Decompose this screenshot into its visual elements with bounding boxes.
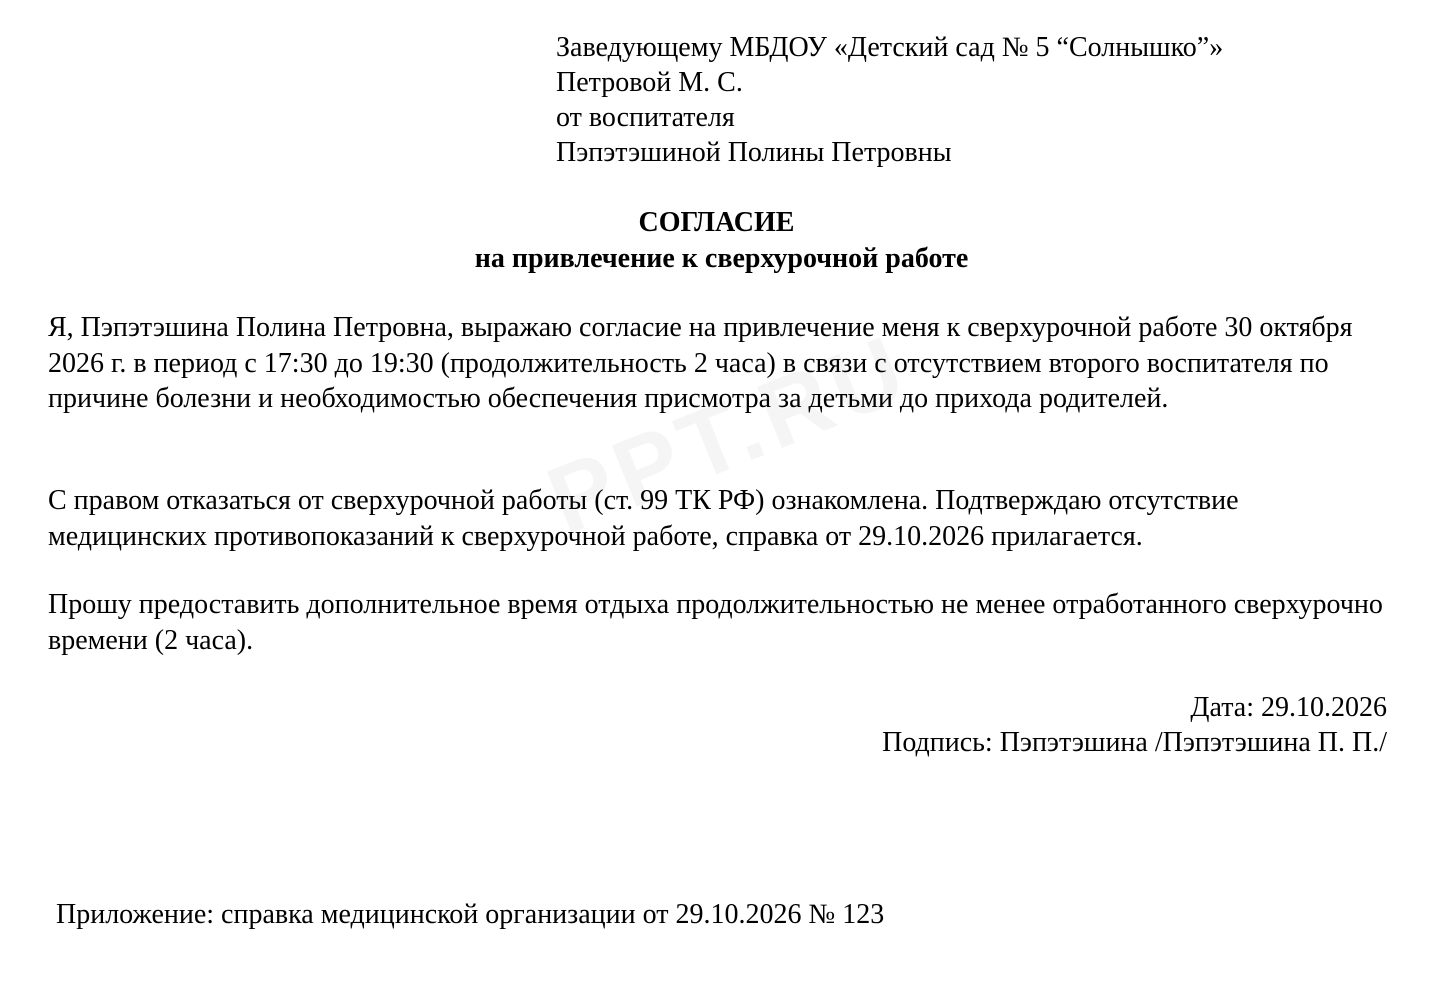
paragraph-rights: С правом отказаться от сверхурочной работы (ст. 99 ТК РФ) ознакомлена. Подтверждаю отсутствие медицинских противопоказаний к сверхурочной работе, справка от 29.10.2026 прилагается. [48,485,1239,552]
date-line: Дата: 29.10.2026 [1190,692,1387,723]
addressee-line-sender: Пэпэтэшиной Полины Петровны [556,137,952,168]
addressee-block [556,30,1223,170]
document-title: СОГЛАСИЕ [638,207,795,238]
addressee-line-from: от воспитателя [556,102,735,133]
paragraph-request: Прошу предоставить дополнительное время отдыха продолжительностью не менее отработанного сверхурочно времени (2 часа). [48,589,1383,656]
attachment-line: Приложение: справка медицинской организации от 29.10.2026 № 123 [56,899,885,930]
addressee-line-position: Заведующему МБДОУ «Детский сад № 5 “Солнышко”» [556,32,1224,63]
document-subtitle: на привлечение к сверхурочной работе [474,243,969,274]
paragraph-consent: Я, Пэпэтэшина Полина Петровна, выражаю согласие на привлечение меня к сверхурочной работе 30 октября 2026 г. в период с 17:30 до 19:30 (продолжительность 2 часа) в связи с отсутствием второго воспитателя по причине болезни и необходимостью обеспечения присмотра за детьми до прихода родителей. [48,312,1353,414]
signature-line: Подпись: Пэпэтэшина /Пэпэтэшина П. П./ [882,727,1387,758]
document-title-block [0,205,1443,277]
addressee-line-name: Петровой М. С. [556,67,743,98]
